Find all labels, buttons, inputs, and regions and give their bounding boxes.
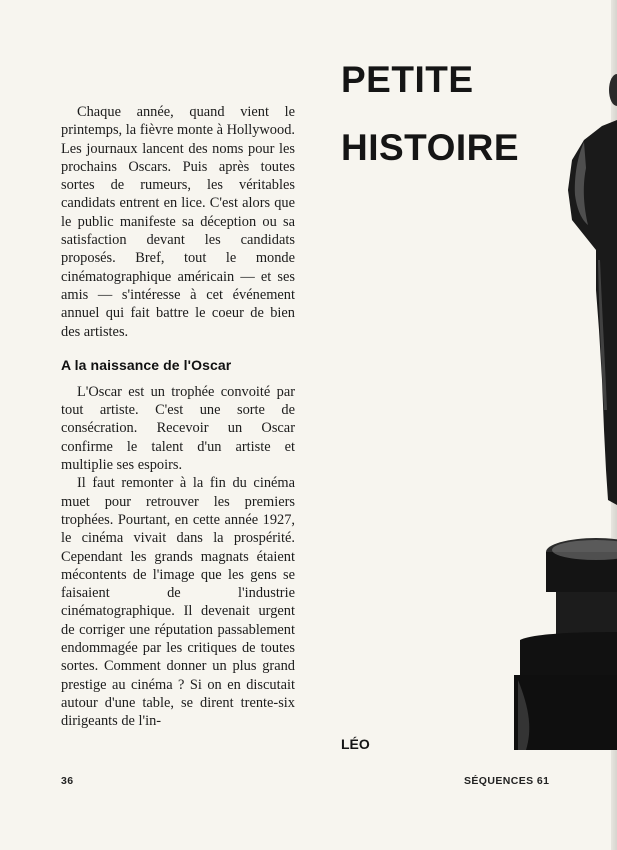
author-name: LÉO (341, 736, 370, 752)
body-paragraph-3: Il faut remonter à la fin du cinéma muet pour retrouver les premiers trophées. Pourtant, en cette année 1927, le cinéma vivait dans la prospérité. Cependant les grands magnats étaient mécontents de l'image que les gens se faisaient de l'industrie cinématographique. Il devenait urgent de corriger une réputation passablement endommagée par les critiques de toutes sortes. Comment donner un plus grand prestige au cinéma ? Si on en discutait autour d'une table, se dirent trente-six dirigeants de l'in- (61, 475, 295, 730)
page-number: 36 (61, 775, 74, 787)
oscar-statuette-image (500, 60, 617, 750)
intro-paragraph: Chaque année, quand vient le printemps, la fièvre monte à Hollywood. Les journaux lancent des noms pour les prochains Oscars. Puis après toutes sortes de rumeurs, les véritables candidats entrent en lice. C'est alors que le public manifeste sa déception ou sa satisfaction devant les candidats proposés. Bref, tout le monde cinématographique américain — et ses amis — s'intéresse à cet événement annuel qui fait battre le coeur de bien des artistes. (61, 104, 295, 340)
body-paragraph-2: L'Oscar est un trophée convoité par tout artiste. C'est une sorte de consécration. Recevoir un Oscar confirme le talent d'un artiste et multiplie ses espoirs. (61, 383, 295, 474)
magazine-footer: SÉQUENCES 61 (464, 775, 550, 787)
article-column (61, 103, 295, 731)
section-heading: A la naissance de l'Oscar (61, 356, 232, 373)
title-line-1: PETITE (341, 59, 474, 100)
title-line-2: HISTOIRE (341, 127, 520, 168)
